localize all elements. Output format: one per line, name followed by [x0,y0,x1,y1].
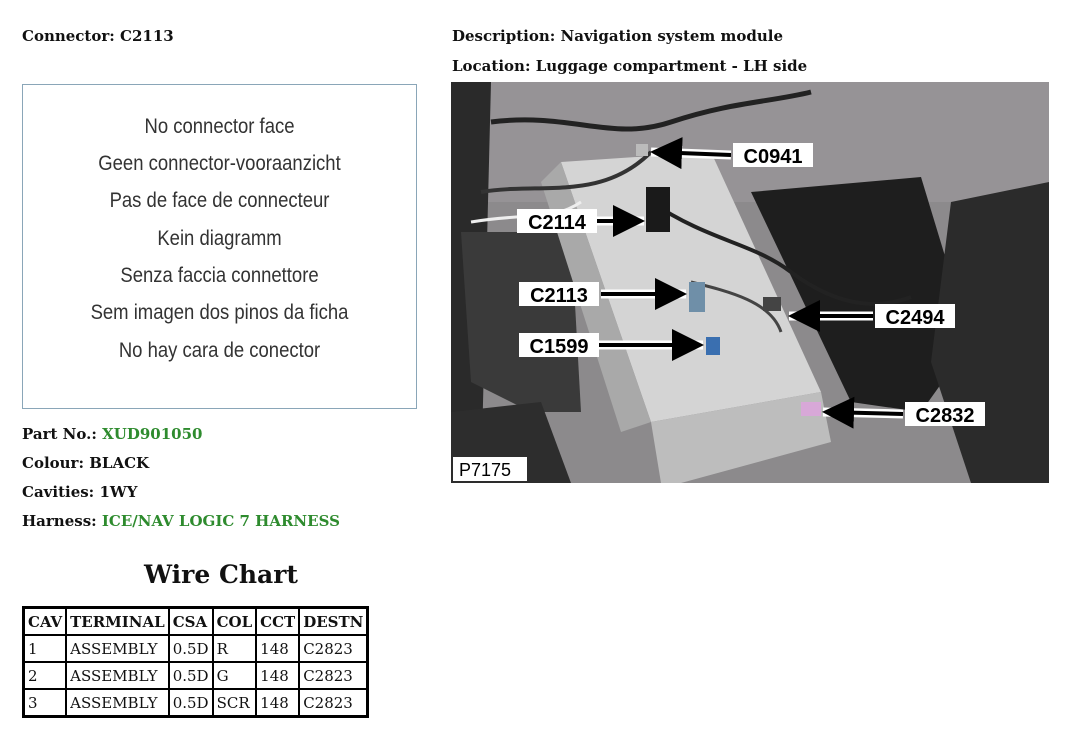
part-no-link[interactable]: XUD901050 [102,425,203,443]
table-header-row [24,608,368,636]
cell-cct: 148 [256,662,299,689]
no-face-line: Senza faccia connettore [120,264,319,287]
cavities-row [22,483,137,501]
location-photo [451,82,1049,483]
cell-col: G [213,662,257,689]
carpet-highlight [451,82,1049,202]
description-label: Description: [452,27,556,45]
col-header-cav: CAV [24,608,67,636]
connector-c2832 [801,402,821,416]
no-face-line: Kein diagramm [157,227,282,250]
no-face-line: Pas de face de connecteur [109,189,330,212]
no-face-line: No connector face [144,115,295,138]
cell-csa: 0.5D [169,635,213,662]
no-connector-face-panel [22,84,417,409]
connector-value: C2113 [120,27,174,45]
connector-heading [22,27,174,45]
part-no-label: Part No.: [22,425,97,443]
cell-terminal: ASSEMBLY [66,689,169,717]
harness-label: Harness: [22,512,97,530]
bracket-dark [461,232,581,412]
col-header-terminal: TERMINAL [66,608,169,636]
colour-value: BLACK [89,454,150,472]
arrow-c2832 [826,412,903,414]
cell-col: R [213,635,257,662]
harness-row [22,512,340,530]
cell-cav: 1 [24,635,67,662]
no-face-line: Geen connector-vooraanzicht [98,152,341,175]
callout-c1599: C1599 [529,336,589,358]
callout-c2832: C2832 [915,405,975,427]
description-heading [452,27,783,45]
cell-cct: 148 [256,635,299,662]
cell-csa: 0.5D [169,662,213,689]
cavities-value: 1WY [99,483,138,501]
callout-c2494: C2494 [885,307,945,329]
cell-destn: C2823 [299,689,368,717]
location-value: Luggage compartment - LH side [535,57,808,75]
connector-c2113 [689,282,705,312]
col-header-csa: CSA [169,608,213,636]
cell-cav: 2 [24,662,67,689]
no-face-line: No hay cara de conector [118,339,321,362]
connector-c1599 [706,337,720,355]
callout-c2113: C2113 [530,285,588,307]
table-row [24,635,368,662]
col-header-destn: DESTN [299,608,368,636]
connector-c0941 [636,144,648,156]
connector-c2494 [763,297,781,311]
wire-chart-title: Wire Chart [144,560,298,589]
cell-destn: C2823 [299,635,368,662]
no-face-line: Sem imagen dos pinos da ficha [90,301,349,324]
location-label: Location: [452,57,531,75]
colour-label: Colour: [22,454,84,472]
photo-illustration [451,82,1049,483]
wire-chart-table [22,606,369,718]
connector-c2114 [646,187,670,232]
description-value: Navigation system module [560,27,784,45]
col-header-cct: CCT [256,608,299,636]
cell-csa: 0.5D [169,689,213,717]
callout-c2114: C2114 [528,212,586,234]
harness-link[interactable]: ICE/NAV LOGIC 7 HARNESS [101,512,340,530]
colour-row [22,454,149,472]
callout-c0941: C0941 [743,146,803,168]
cavities-label: Cavities: [22,483,95,501]
location-heading [452,57,807,75]
table-row [24,662,368,689]
connector-label: Connector: [22,27,115,45]
cell-terminal: ASSEMBLY [66,662,169,689]
cell-cav: 3 [24,689,67,717]
cell-col: SCR [213,689,257,717]
cell-destn: C2823 [299,662,368,689]
col-header-col: COL [213,608,257,636]
photo-ref: P7175 [459,460,512,480]
part-no-row [22,425,202,443]
table-row [24,689,368,717]
cell-cct: 148 [256,689,299,717]
cell-terminal: ASSEMBLY [66,635,169,662]
